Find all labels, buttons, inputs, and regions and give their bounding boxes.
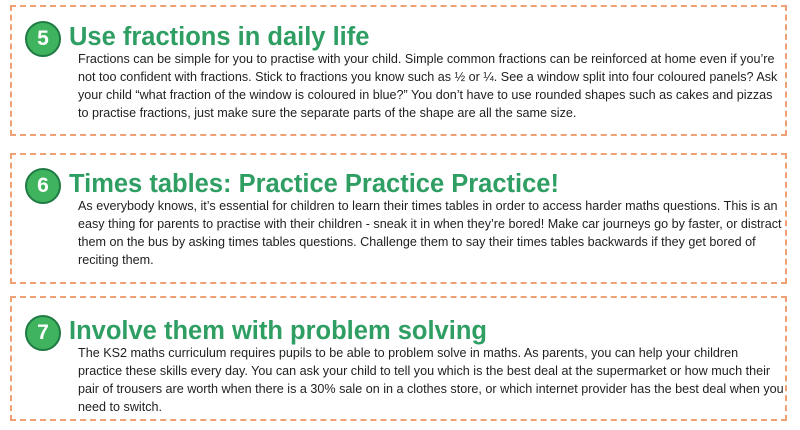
tip-card-7 — [10, 296, 787, 421]
tip-card-5 — [10, 5, 787, 136]
tip-title: Involve them with problem solving — [69, 317, 487, 345]
tip-body: Fractions can be simple for you to practise with your child. Simple common fractions can be reinforced at home even if you’re not too confident with fractions. Stick to fractions you know such as ½ or ¼. See a window split into four coloured panels? Ask your child “what fraction of the window is coloured in blue?” You don’t have to use rounded shapes such as cakes and pizzas to practise fractions, just make sure the separate parts of the shape are all the same size. — [78, 52, 778, 120]
tip-body: The KS2 maths curriculum requires pupils to be able to problem solve in maths. As parents, you can help your children practice these skills every day. You can ask your child to tell you which is the best deal at the supermarket or how much their pair of trousers are worth when there is a 30% sale on in a clothes store, or which internet provider has the best deal when you need to switch. — [78, 346, 784, 414]
tip-number-badge: 5 — [25, 21, 61, 57]
tip-title: Times tables: Practice Practice Practice! — [69, 170, 559, 198]
tip-body: As everybody knows, it’s essential for children to learn their times tables in order to access harder maths questions. This is an easy thing for parents to practise with their children - sneak it in when they’re bored! Make car journeys go by faster, or distract them on the bus by asking times tables questions. Challenge them to say their times tables backwards if they get bored of reciting them. — [78, 199, 782, 267]
tip-number-badge: 7 — [25, 315, 61, 351]
tip-card-6 — [10, 153, 787, 284]
tip-title: Use fractions in daily life — [69, 23, 370, 51]
tip-number-badge: 6 — [25, 168, 61, 204]
